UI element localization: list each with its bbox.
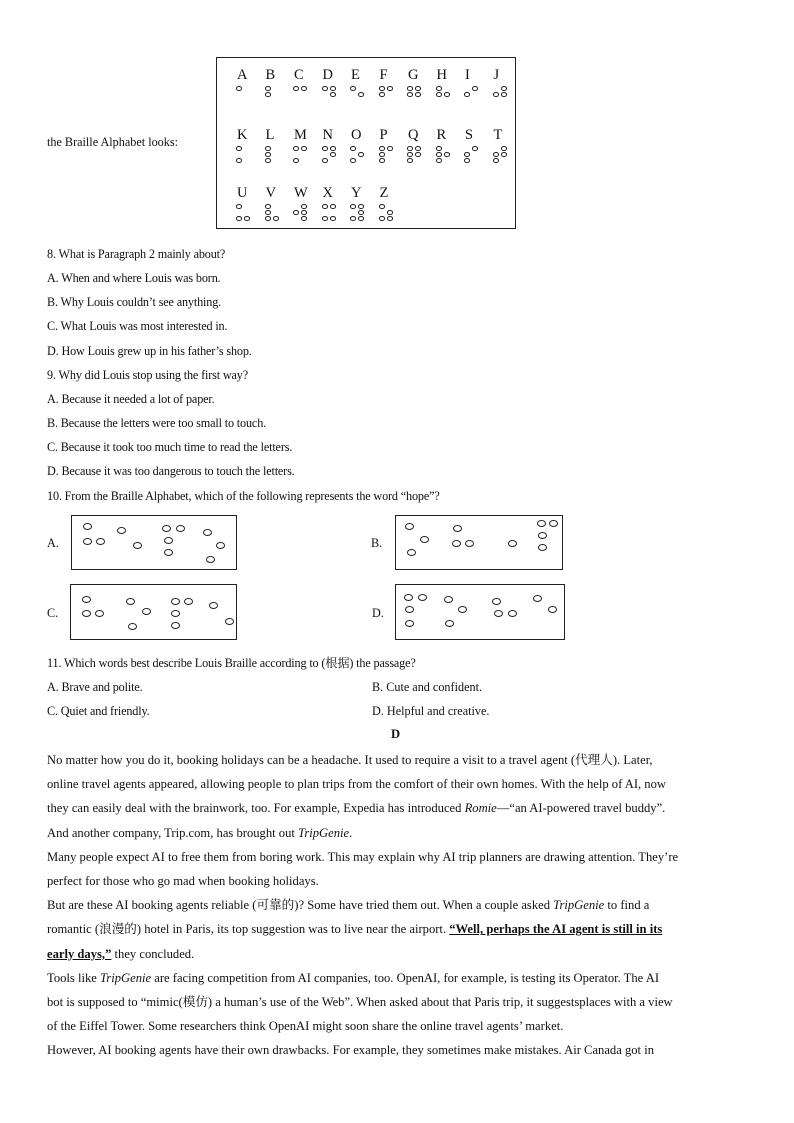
braille-letter-p: P <box>379 127 388 143</box>
braille-letter-a: A <box>237 67 248 83</box>
braille-alphabet-chart <box>216 57 516 229</box>
braille-dot <box>236 158 242 163</box>
braille-dot <box>293 86 299 91</box>
braille-dot <box>265 86 271 91</box>
braille-letter-b: B <box>265 67 276 83</box>
braille-dot <box>493 92 499 97</box>
braille-dot <box>358 210 364 215</box>
braille-dot <box>322 216 328 221</box>
braille-dot <box>236 146 242 151</box>
braille-dot <box>472 146 478 151</box>
braille-dot <box>244 216 250 221</box>
braille-dot <box>501 152 507 157</box>
braille-dot <box>407 146 413 151</box>
braille-dot <box>322 204 328 209</box>
q10-option-a-braille[interactable] <box>71 515 237 570</box>
braille-letter-k: K <box>237 127 248 143</box>
braille-letter-m: M <box>294 127 307 143</box>
braille-dot <box>301 216 307 221</box>
braille-dot <box>493 152 499 157</box>
q9-option-c[interactable]: C. Because it took too much time to read the letters. <box>47 440 293 454</box>
tripgenie-name: TripGenie <box>298 825 350 840</box>
braille-dot <box>358 216 364 221</box>
q8-option-b[interactable]: B. Why Louis couldn’t see anything. <box>47 295 222 309</box>
braille-dot <box>379 86 385 91</box>
braille-letter-f: F <box>379 67 388 83</box>
braille-dot <box>358 152 364 157</box>
braille-dot <box>379 92 385 97</box>
passage-p3-line1: But are these AI booking agents reliable (可靠的)? Some have tried them out. When a couple asked TripGenie to find a <box>47 898 650 913</box>
romie-name: Romie <box>464 801 497 816</box>
braille-dot <box>387 210 393 215</box>
braille-dot <box>301 210 307 215</box>
braille-letter-e: E <box>351 67 360 83</box>
braille-dot <box>350 204 356 209</box>
underlined-quote-end: early days,” <box>47 946 112 961</box>
q8-option-a[interactable]: A. When and where Louis was born. <box>47 271 221 285</box>
q11-option-a[interactable]: A. Brave and polite. <box>47 680 143 694</box>
q11-option-c[interactable]: C. Quiet and friendly. <box>47 704 150 718</box>
braille-dot <box>379 146 385 151</box>
braille-letter-w: W <box>294 185 308 201</box>
braille-dot <box>301 146 307 151</box>
braille-dot <box>322 146 328 151</box>
q10-label-a[interactable]: A. <box>47 536 59 550</box>
passage-p5-line1: However, AI booking agents have their own drawbacks. For example, they sometimes make mistakes. Air Canada got in <box>47 1043 654 1058</box>
braille-letter-q: Q <box>408 127 419 143</box>
q8-option-c[interactable]: C. What Louis was most interested in. <box>47 319 228 333</box>
braille-dot <box>379 152 385 157</box>
braille-dot <box>330 92 336 97</box>
braille-dot <box>444 92 450 97</box>
q10-option-d-braille[interactable] <box>395 584 565 640</box>
passage <box>47 748 747 1063</box>
braille-dot <box>407 92 413 97</box>
q10-label-b[interactable]: B. <box>371 536 383 550</box>
question-11: 11. Which words best describe Louis Braille according to (根据) the passage? <box>47 656 416 670</box>
braille-dot <box>464 158 470 163</box>
braille-dot <box>379 158 385 163</box>
braille-dot <box>265 152 271 157</box>
braille-dot <box>265 92 271 97</box>
braille-dot <box>358 204 364 209</box>
section-title: D <box>391 727 401 741</box>
braille-dot <box>330 152 336 157</box>
passage-p2-line1: Many people expect AI to free them from boring work. This may explain why AI trip planners are drawing attention. They’re <box>47 849 679 864</box>
braille-dot <box>350 216 356 221</box>
braille-dot <box>330 216 336 221</box>
braille-dot <box>322 158 328 163</box>
passage-p4-line3: of the Eiffel Tower. Some researchers think OpenAI might soon share the online travel agents’ market. <box>47 1019 564 1034</box>
braille-dot <box>444 152 450 157</box>
q10-option-c-braille[interactable] <box>70 584 237 640</box>
braille-dot <box>464 92 470 97</box>
braille-dot <box>265 210 271 215</box>
q9-option-d[interactable]: D. Because it was too dangerous to touch the letters. <box>47 464 295 478</box>
passage-p4-line2: bot is supposed to “mimic(模仿) a human’s use of the Web”. When asked about that Paris trip, it suggestsplaces with a view <box>47 995 673 1010</box>
q11-option-d[interactable]: D. Helpful and creative. <box>372 704 490 718</box>
passage-p1-line4: And another company, Trip.com, has brought out TripGenie. <box>47 825 353 840</box>
braille-alphabet-label: the Braille Alphabet looks: <box>47 135 178 149</box>
passage-p2-line2: perfect for those who go mad when booking holidays. <box>47 874 319 889</box>
braille-dot <box>472 86 478 91</box>
braille-dot <box>273 216 279 221</box>
braille-dot <box>350 158 356 163</box>
passage-p1-line1: No matter how you do it, booking holidays can be a headache. It used to require a visit to a travel agent (代理人). Later, <box>47 753 653 767</box>
braille-dot <box>387 216 393 221</box>
braille-dot <box>387 146 393 151</box>
braille-dot <box>322 86 328 91</box>
braille-dot <box>493 158 499 163</box>
braille-letter-l: L <box>265 127 275 143</box>
braille-dot <box>415 152 421 157</box>
braille-dot <box>415 86 421 91</box>
question-10: 10. From the Braille Alphabet, which of the following represents the word “hope”? <box>47 489 440 503</box>
q9-option-b[interactable]: B. Because the letters were too small to touch. <box>47 416 267 430</box>
braille-dot <box>358 92 364 97</box>
braille-letter-o: O <box>351 127 362 143</box>
braille-dot <box>407 158 413 163</box>
braille-dot <box>501 92 507 97</box>
braille-dot <box>436 146 442 151</box>
braille-dot <box>265 216 271 221</box>
braille-letter-n: N <box>322 127 333 143</box>
braille-letter-x: X <box>322 185 333 201</box>
braille-letter-d: D <box>322 67 333 83</box>
q11-option-b[interactable]: B. Cute and confident. <box>372 680 483 694</box>
braille-letter-r: R <box>436 127 447 143</box>
braille-letter-v: V <box>265 185 276 201</box>
braille-dot <box>387 86 393 91</box>
braille-dot <box>501 86 507 91</box>
braille-letter-y: Y <box>351 185 362 201</box>
q9-option-a[interactable]: A. Because it needed a lot of paper. <box>47 392 215 406</box>
braille-dot <box>330 204 336 209</box>
braille-dot <box>379 216 385 221</box>
passage-p4-line1: Tools like TripGenie are facing competition from AI companies, too. OpenAI, for example, is testing its Operator. The AI <box>47 970 660 985</box>
braille-dot <box>293 146 299 151</box>
braille-dot <box>379 204 385 209</box>
braille-letter-i: I <box>465 67 470 83</box>
braille-dot <box>236 86 242 91</box>
braille-dot <box>350 86 356 91</box>
braille-dot <box>407 86 413 91</box>
braille-letter-z: Z <box>379 185 389 201</box>
braille-dot <box>415 92 421 97</box>
braille-dot <box>236 204 242 209</box>
braille-letter-h: H <box>436 67 447 83</box>
braille-dot <box>436 86 442 91</box>
question-8: 8. What is Paragraph 2 mainly about? <box>47 247 226 261</box>
braille-letter-c: C <box>294 67 304 83</box>
braille-dot <box>236 216 242 221</box>
braille-letter-u: U <box>237 185 248 201</box>
braille-letter-s: S <box>465 127 474 143</box>
braille-dot <box>330 86 336 91</box>
braille-dot <box>265 158 271 163</box>
braille-dot <box>436 92 442 97</box>
passage-p3-line2: romantic (浪漫的) hotel in Paris, its top suggestion was to live near the airport. “Well, perhaps the AI agent is still in its <box>47 922 663 937</box>
braille-dot <box>301 86 307 91</box>
braille-letter-t: T <box>493 127 503 143</box>
braille-dot <box>301 204 307 209</box>
braille-dot <box>330 146 336 151</box>
braille-dot <box>293 210 299 215</box>
braille-dot <box>265 146 271 151</box>
braille-dot <box>407 152 413 157</box>
braille-letter-j: J <box>493 67 500 83</box>
braille-dot <box>350 146 356 151</box>
passage-p1-line3: they can easily deal with the brainwork, too. For example, Expedia has introduced Romie—“an AI-powered travel buddy”. <box>47 801 666 816</box>
underlined-quote: “Well, perhaps the AI agent is still in its <box>449 922 663 937</box>
braille-dot <box>293 158 299 163</box>
braille-letter-g: G <box>408 67 419 83</box>
braille-dot <box>265 204 271 209</box>
question-9: 9. Why did Louis stop using the first way? <box>47 368 248 382</box>
q10-label-d[interactable]: D. <box>372 606 384 620</box>
passage-p1-line2: online travel agents appeared, allowing people to plan trips from the comfort of their own homes. With the help of AI, now <box>47 777 666 792</box>
braille-dot <box>501 146 507 151</box>
braille-dot <box>436 158 442 163</box>
braille-dot <box>436 152 442 157</box>
passage-p3-line3: early days,” they concluded. <box>47 946 195 961</box>
q8-option-d[interactable]: D. How Louis grew up in his father’s shop. <box>47 344 252 358</box>
braille-dot <box>464 152 470 157</box>
braille-dot <box>415 146 421 151</box>
q10-label-c[interactable]: C. <box>47 606 59 620</box>
q10-option-b-braille[interactable] <box>395 515 563 570</box>
